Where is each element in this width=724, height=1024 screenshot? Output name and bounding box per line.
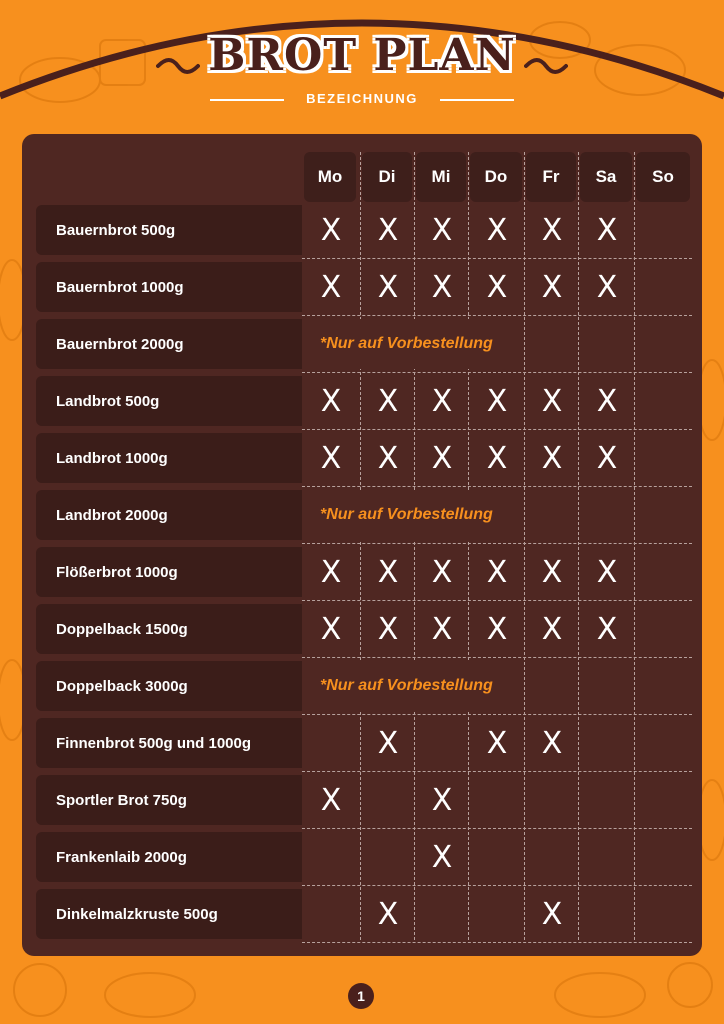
preorder-note: *Nur auf Vorbestellung — [320, 490, 501, 540]
day-header-di: Di — [362, 152, 412, 202]
availability-mark-mi: X — [431, 839, 453, 875]
page-title: BROT PLAN — [208, 30, 516, 81]
bread-label: Doppelback 1500g — [36, 604, 302, 654]
row-divider — [302, 942, 692, 943]
row-divider — [302, 315, 692, 316]
page-number: 1 — [348, 983, 374, 1009]
availability-mark-di: X — [377, 440, 399, 476]
day-header-fr: Fr — [526, 152, 576, 202]
column-divider — [414, 152, 415, 940]
day-header-mo: Mo — [304, 152, 356, 202]
day-header-so: So — [636, 152, 690, 202]
availability-mark-mi: X — [431, 269, 453, 305]
row-divider — [302, 771, 692, 772]
bread-label: Dinkelmalzkruste 500g — [36, 889, 302, 939]
row-divider — [302, 372, 692, 373]
column-divider — [524, 152, 525, 940]
row-divider — [302, 828, 692, 829]
title-swirl-right — [524, 56, 568, 76]
availability-mark-sa: X — [596, 269, 618, 305]
row-divider — [302, 714, 692, 715]
day-header-sa: Sa — [580, 152, 632, 202]
column-divider — [634, 152, 635, 940]
availability-mark-di: X — [377, 896, 399, 932]
availability-mark-di: X — [377, 554, 399, 590]
availability-mark-mi: X — [431, 554, 453, 590]
availability-mark-do: X — [486, 554, 508, 590]
bread-label: Landbrot 1000g — [36, 433, 302, 483]
availability-mark-mo: X — [320, 212, 342, 248]
availability-mark-di: X — [377, 212, 399, 248]
availability-mark-fr: X — [541, 896, 563, 932]
bread-label: Bauernbrot 500g — [36, 205, 302, 255]
availability-mark-mi: X — [431, 440, 453, 476]
availability-mark-di: X — [377, 611, 399, 647]
bread-label: Frankenlaib 2000g — [36, 832, 302, 882]
availability-mark-do: X — [486, 611, 508, 647]
availability-mark-mi: X — [431, 782, 453, 818]
row-divider — [302, 258, 692, 259]
availability-mark-fr: X — [541, 212, 563, 248]
availability-mark-fr: X — [541, 725, 563, 761]
availability-mark-fr: X — [541, 383, 563, 419]
availability-mark-sa: X — [596, 212, 618, 248]
availability-mark-mo: X — [320, 554, 342, 590]
subtitle-line-right — [440, 99, 514, 101]
availability-mark-sa: X — [596, 554, 618, 590]
availability-mark-fr: X — [541, 269, 563, 305]
day-header-mi: Mi — [416, 152, 466, 202]
row-divider — [302, 429, 692, 430]
availability-mark-fr: X — [541, 440, 563, 476]
preorder-note: *Nur auf Vorbestellung — [320, 319, 501, 369]
availability-mark-mo: X — [320, 269, 342, 305]
bread-label: Landbrot 2000g — [36, 490, 302, 540]
bread-label: Bauernbrot 2000g — [36, 319, 302, 369]
availability-mark-mo: X — [320, 782, 342, 818]
availability-mark-mi: X — [431, 611, 453, 647]
bread-label: Landbrot 500g — [36, 376, 302, 426]
bread-label: Finnenbrot 500g und 1000g — [36, 718, 302, 768]
page-subtitle: BEZEICHNUNG — [306, 91, 418, 106]
column-divider — [360, 152, 361, 940]
availability-mark-sa: X — [596, 440, 618, 476]
subtitle-bar — [210, 88, 514, 112]
day-header-do: Do — [470, 152, 522, 202]
row-divider — [302, 543, 692, 544]
availability-mark-mi: X — [431, 212, 453, 248]
availability-mark-do: X — [486, 725, 508, 761]
column-divider — [468, 152, 469, 940]
availability-mark-do: X — [486, 269, 508, 305]
availability-mark-mo: X — [320, 611, 342, 647]
availability-mark-do: X — [486, 440, 508, 476]
availability-mark-mi: X — [431, 383, 453, 419]
bread-label: Doppelback 3000g — [36, 661, 302, 711]
column-divider — [578, 152, 579, 940]
availability-mark-mo: X — [320, 383, 342, 419]
availability-mark-fr: X — [541, 554, 563, 590]
row-divider — [302, 600, 692, 601]
availability-mark-di: X — [377, 725, 399, 761]
availability-mark-sa: X — [596, 383, 618, 419]
availability-mark-di: X — [377, 383, 399, 419]
bread-label: Flößerbrot 1000g — [36, 547, 302, 597]
row-divider — [302, 486, 692, 487]
bread-label: Sportler Brot 750g — [36, 775, 302, 825]
bread-label: Bauernbrot 1000g — [36, 262, 302, 312]
preorder-note: *Nur auf Vorbestellung — [320, 661, 501, 711]
availability-mark-mo: X — [320, 440, 342, 476]
availability-mark-di: X — [377, 269, 399, 305]
row-divider — [302, 657, 692, 658]
availability-mark-sa: X — [596, 611, 618, 647]
availability-mark-do: X — [486, 383, 508, 419]
availability-mark-fr: X — [541, 611, 563, 647]
availability-mark-do: X — [486, 212, 508, 248]
row-divider — [302, 885, 692, 886]
